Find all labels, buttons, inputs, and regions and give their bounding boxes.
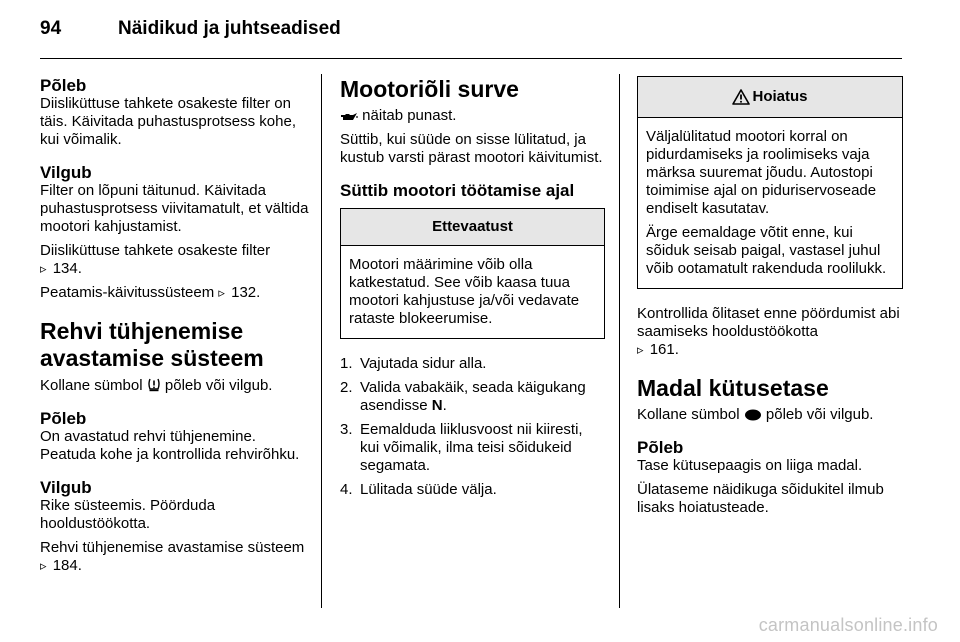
page-reference-icon: ▹ [218,285,225,300]
column-divider-1 [321,74,322,608]
tyre-intro-text-b: põleb või vilgub. [164,377,273,394]
list-item [340,481,605,499]
stopstart-reference [40,284,312,302]
column-2 [340,76,605,499]
tyre-reference [40,539,312,575]
list-item [340,379,605,415]
oil-check-text [637,305,903,359]
step-number: 2. [340,379,353,396]
oil-intro-text: näitab punast. [362,107,457,124]
step-text-b: . [442,397,447,414]
oil-can-icon [340,112,358,122]
page-number: 94 [40,18,62,39]
caution-title: Ettevaatust [341,209,604,246]
step-number: 3. [340,421,353,438]
poleb-heading-dpf: Põleb [40,76,87,95]
tyre-reference-page: 184. [52,557,82,574]
tyre-intro [40,377,312,395]
step-text-a: Valida vabakäik, seada käigukang asendisse [360,379,586,414]
step-number: 1. [340,355,353,372]
steps-list [340,355,605,499]
fuel-intro-text-a: Kollane sümbol [637,406,740,423]
stopstart-reference-text: Peatamis-käivitussüsteem [40,284,215,301]
tyre-section-heading: Rehvi tühjenemise avastamise süsteem [40,318,264,371]
oil-intro [340,107,605,125]
vilgub-heading-tyre: Vilgub [40,478,92,497]
vilgub-heading-dpf: Vilgub [40,163,92,182]
poleb-text-dpf: Diisliküttuse tahkete osakeste filter on täis. Käivitada puhastusprotsess kohe, kui võimalik. [40,95,296,148]
warning-title: Hoiatus [752,88,808,105]
step-text [360,379,605,415]
fuel-section-heading: Madal kütusetase [637,375,829,401]
watermark: carmanualsonline.info [758,615,938,635]
list-item [340,355,605,373]
poleb-text-fuel: Tase kütusepaagis on liiga madal. [637,457,863,474]
fuel-intro-text-b: põleb või vilgub. [765,406,874,423]
fuel-extra-text: Ülataseme näidikuga sõidukitel ilmub lisaks hoiatusteade. [637,481,884,516]
running-heading: Süttib mootori töötamise ajal [340,181,575,200]
chapter-title: Näidikud ja juhtseadised [118,18,341,39]
oil-text: Süttib, kui süüde on sisse lülitatud, ja kustub varsti pärast mootori käivitumist. [340,131,603,166]
fuel-intro [637,406,903,424]
gear-neutral-label: N [431,397,443,414]
poleb-heading-tyre: Põleb [40,409,87,428]
step-text: Lülitada süüde välja. [360,481,497,498]
step-text: Eemalduda liiklusvoost nii kiiresti, kui võimalik, ilma teisi sõidukeid segamata. [360,421,583,474]
warning-header [638,77,902,118]
poleb-heading-fuel: Põleb [637,438,684,457]
caution-box [340,208,605,339]
dpf-reference [40,242,312,278]
step-number: 4. [340,481,353,498]
tyre-pressure-icon [147,377,161,392]
page-reference-icon: ▹ [40,261,47,276]
list-item [340,421,605,475]
warning-paragraph-2: Ärge eemaldage võtit enne, kui sõiduk seisab paigal, vastasel juhul võib ootamatult rakenduda roolilukk. [646,224,887,277]
caution-text: Mootori määrimine võib olla katkestatud. See võib kaasa tuua mootori kahjustuse ja/või vedavate rataste blokeerumise. [349,256,580,327]
warning-paragraph-1: Väljalülitatud mootori korral on pidurdamiseks ja roolimiseks vaja märksa suuremat jõudu. Autostopi toimimise ajal on piduriservoseade endiselt kasutatav. [646,128,877,217]
column-1 [40,76,312,575]
oil-section-heading: Mootoriõli surve [340,76,519,102]
dpf-reference-page: 134. [52,260,82,277]
page-reference-icon: ▹ [637,342,644,357]
tyre-intro-text-a: Kollane sümbol [40,377,143,394]
dpf-reference-text: Diisliküttuse tahkete osakeste filter [40,242,271,259]
vilgub-text-tyre: Rike süsteemis. Pöörduda hooldustöökotta. [40,497,216,532]
page-reference-icon: ▹ [40,558,47,573]
poleb-text-tyre: On avastatud rehvi tühjenemine. Peatuda kohe ja kontrollida rehvirõhku. [40,428,300,463]
warning-triangle-icon [732,89,750,105]
stopstart-reference-page: 132. [231,284,261,301]
warning-body [638,118,902,288]
page-header [40,18,341,40]
vilgub-text-dpf: Filter on lõpuni täitunud. Käivitada puhastusprotsess viivitamatult, et vältida mootori kahjustamist. [40,182,309,235]
oil-check-text-body: Kontrollida õlitaset enne pöördumist abi saamiseks hooldustöökotta [637,305,900,340]
column-divider-2 [619,74,620,608]
header-rule [40,58,902,59]
warning-box [637,76,903,289]
column-3 [637,76,903,517]
step-text: Vajutada sidur alla. [360,355,487,372]
fuel-pump-icon [744,409,762,421]
oil-check-page: 161. [649,341,679,358]
tyre-reference-text: Rehvi tühjenemise avastamise süsteem [40,539,305,556]
